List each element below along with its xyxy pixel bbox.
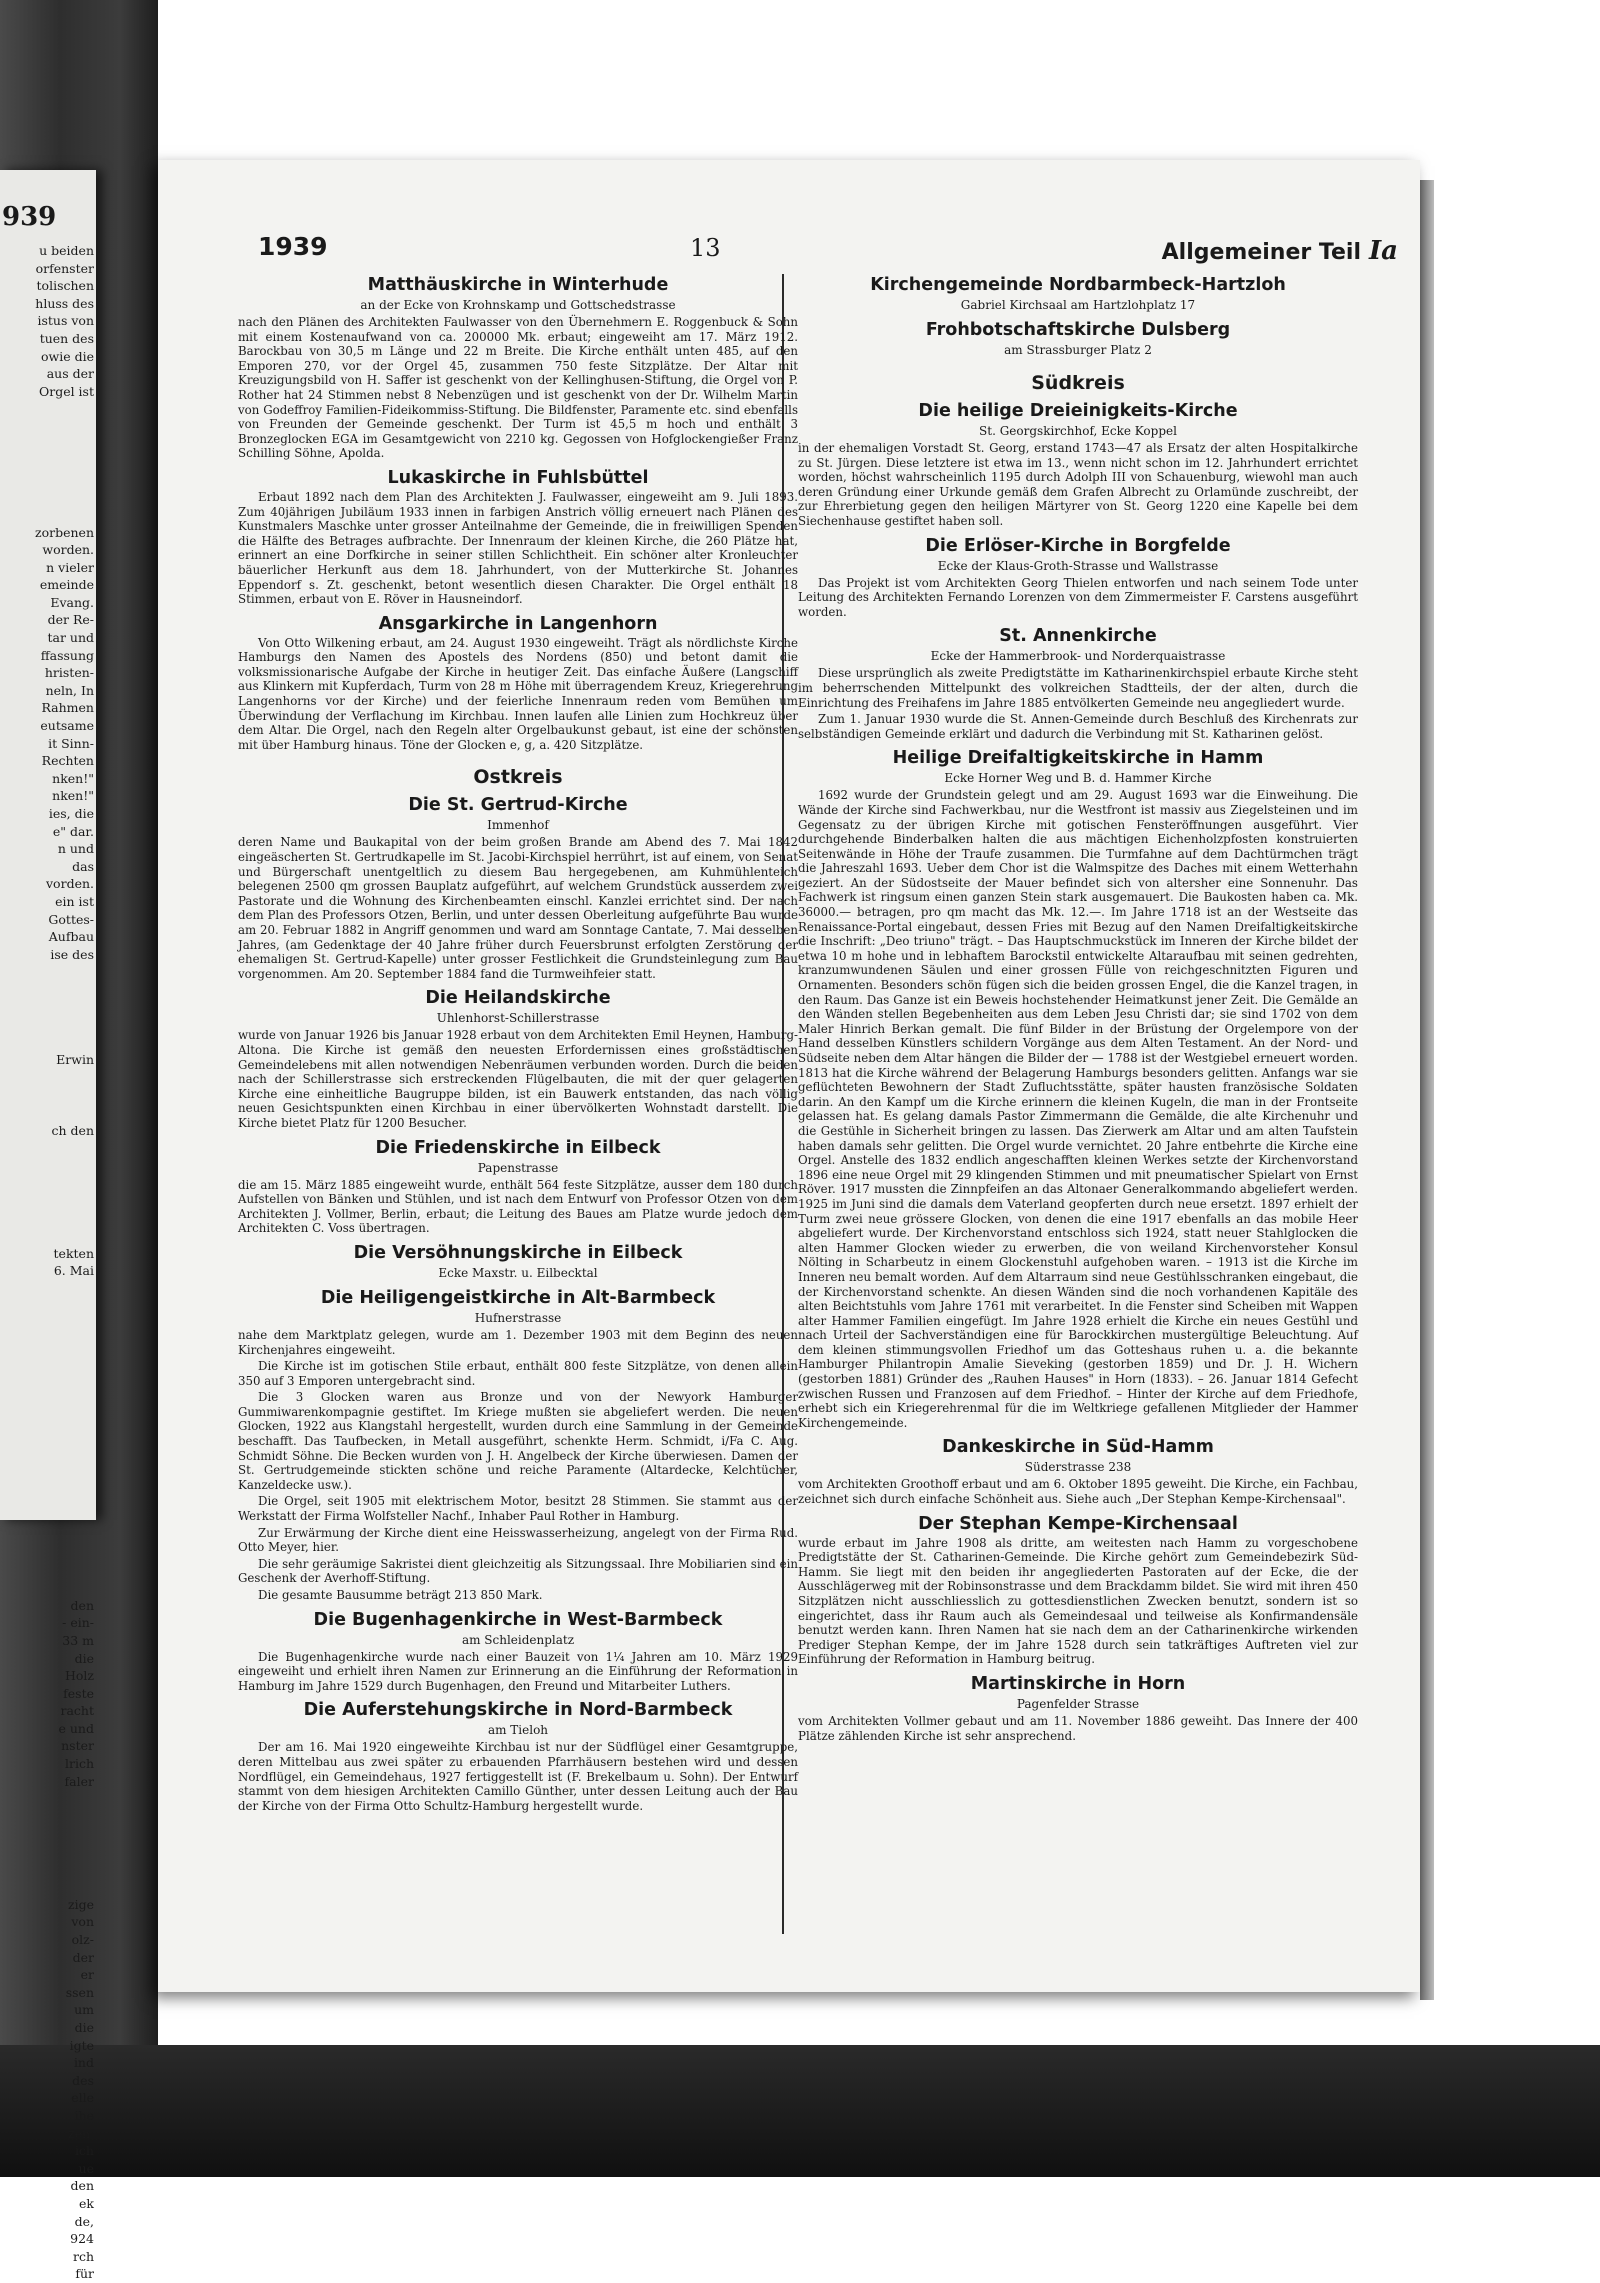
strip-fragment <box>0 1350 96 1368</box>
strip-fragment: lrich <box>64 1756 94 1772</box>
strip-fragment: den <box>70 2178 94 2194</box>
section-heading: Kirchengemeinde Nordbarmbeck-Hartzloh <box>870 275 1286 295</box>
strip-fragment <box>0 1438 96 1456</box>
section-address: Gabriel Kirchsaal am Hartzlohplatz 17 <box>960 298 1196 312</box>
section-heading: Die St. Gertrud-Kirche <box>408 795 628 816</box>
section-heading: Ansgarkirche in Langenhorn <box>378 613 658 634</box>
body-paragraph: Die Bugenhagenkirche wurde nach einer Bauzeit von 1¼ Jahren am 10. März 1929 eingeweiht und erhielt ihren Namen zur Erinnerung an die Einführung der Reformation in Hamburg im Jahre 1529 durch Bugenhagen, den Freund und Mitarbeiter Luthers. <box>238 1649 798 1693</box>
strip-fragment: um <box>74 2002 94 2018</box>
strip-fragment <box>0 1474 96 1492</box>
strip-fragment: das <box>72 858 94 874</box>
strip-fragment <box>0 1210 96 1228</box>
section-address: an der Ecke von Krohnskamp und Gottschedstrasse <box>360 298 676 312</box>
strip-fragment <box>0 400 96 418</box>
section-address: Hufnerstrasse <box>474 1310 562 1325</box>
section-heading: Die Erlöser-Kirche in Borgfelde <box>925 535 1231 556</box>
strip-fragment: hristen- <box>44 665 94 681</box>
strip-fragment: nken!" <box>52 770 94 786</box>
strip-fragment: aus der <box>46 366 94 382</box>
body-paragraph: in der ehemaligen Vorstadt St. Georg, erstand 1743—47 als Ersatz der alten Hospitalkirche zu St. Jürgen. Diese letztere ist etwa im 13., wenn nicht schon im 12. Jahrhundert errichtet worden, höchst wahrscheinlich 1195 durch Adolph III von Schauenburg, wiewohl man auch deren Gründung einer Urkunde gemäß dem Grafen Albrecht zu Orlamünde zuschreibt, der zur Ehrerbietung gegen den heiligen Märtyrer von St. Georg 1220 eine Kapelle bei dem Siechenhause gestiftet haben soll. <box>798 441 1358 528</box>
strip-fragment: der <box>72 1949 94 1965</box>
strip-fragment: ich <box>74 2143 94 2159</box>
strip-fragment: 33 m <box>62 1632 94 1648</box>
body-paragraph: vom Architekten Vollmer gebaut und am 11. November 1886 geweiht. Das Innere der 400 Plätze zählenden Kirche ist sehr ansprechend. <box>798 1713 1358 1743</box>
strip-fragment: die <box>74 2019 94 2035</box>
section-address: Ecke der Klaus-Groth-Strasse und Wallstrasse <box>937 558 1219 573</box>
strip-fragment: der Re- <box>47 612 94 628</box>
strip-fragment: 6. Mai <box>53 1263 94 1279</box>
strip-fragment: ssen <box>65 1984 94 2000</box>
strip-fragment: den <box>70 1597 94 1613</box>
strip-fragment <box>0 963 96 981</box>
strip-fragment: ek <box>79 2195 94 2211</box>
section-heading: Martinskirche in Horn <box>970 1673 1186 1694</box>
strip-fragment <box>0 1526 96 1544</box>
body-paragraph: 1692 wurde der Grundstein gelegt und am 29. August 1693 war die Einweihung. Die Wände der Kirche sind Fachwerkbau, nur die Westfront ist massiv aus Ziegelsteinen und im Gegensatz zu der übrigen Kirche mit gotischen Fensteröffnungen ausgeführt. Vier durchgehende Binderbalken halten die aus mächtigen Eichenholzpfosten konstruierten Seitenwände in Höhe der Traufe zusammen. Die Turmfahne auf dem Dachtürmchen trägt die Jahreszahl 1693. Ueber dem Chor ist die Walmspitze des Daches mit einem Wetterhahn geziert. An der Südostseite der Mauer befindet sich von altersher eine Sonnenuhr. Das Fachwerk ist ringsum einen ganzen Stein stark ausgemauert. Die Baukosten haben ca. Mk. 36000.— betragen, pro qm macht das Mk. 12.—. Im Jahre 1718 ist an der Westseite das Renaissance-Portal eingebaut, dessen Fries mit Bezug auf den Namen Dreifaltigkeitskirche die Inschrift: „Deo triuno" trägt. – Das Hauptschmuckstück im Inneren der Kirche bildet der etwa 10 m hohe und in lebhaftem Barockstil entwickelte Altaraufbau mit seinen gedrehten, kranzumwundenen Säulen und einer grossen Fülle von reichgeschnitzten Figuren und Ornamenten. Besonders schön fügen sich die beiden grossen Engel, die die Kanzel tragen, in den Raum. Das Ganze ist ein Beweis hochstehender Heimatkunst jener Zeit. Die Gemälde an den Wänden stellen Begebenheiten aus dem Leben Jesu Christi dar; sie sind 1702 von dem Maler Hinrich Berkan gemalt. Die fünf Bilder in der Brüstung der Orgelempore von der Hand desselben Künstlers schildern Vorgänge aus dem Alten Testament. An der Nord- und Südseite neben dem Altar hängen die Bilder der — 1788 ist der Westgiebel erneuert worden. 1813 hat die Kirche während der Belagerung Hamburgs besonders gelitten. Anfangs war sie geflüchteten Bewohnern der Stadt Zufluchtsstätte, später hausten französische Soldaten darin. An den Kampf um die Kirche erinnern die kleinen Kugeln, die man in der Frontseite gelassen hat. Es gelang damals Pastor Zimmermann die Gemälde, die alte Kirchenuhr und die Gestühle in Sicherheit bringen zu lassen. Das Zierwerk am Altar und am alten Taufstein haben damals sehr gelitten. Die Orgel wurde vernichtet. 20 Jahre entbehrte die Kirche eine Orgel. Anstelle des 1832 endlich angeschafften kleinen Werkes setzte der Kirchenvorstand 1896 eine neue Orgel mit 29 klingenden Stimmen und mit pneumatischer Spielart von Ernst Röver. 1917 mussten die Zinnpfeifen an das Altonaer Generalkommando abgeliefert werden. 1925 im Juni sind die damals dem Vaterland geopferten durch neue ersetzt. 1897 erhielt der Turm zwei neue grössere Glocken, von denen die eine 1917 ebenfalls an das mobile Heer abgeliefert wurde. Der Kirchenvorstand entschloss sich 1924, statt neuer Stahlglocken die alten Hammer Glocken wieder zu erwerben, die von weiland Kirchenvorsteher Konsul Nölting in Scharbeutz in einem Glockenstuhl aufgehoben waren. – 1913 ist die Kirche im Inneren neu bemalt worden. Auf dem Altarraum sind neue Gestühlsschranken eingebaut, die der Kirchenvorstand schenkte. An diesen Wänden sind die noch vorhandenen Kapitäle des alten Beichtstuhls vom Jahre 1761 mit verarbeitet. In die Fenster sind Scheiben mit Wappen alter Hammer Familien eingefügt. Im Jahre 1928 erhielt die Kirche ein neues Gestühl und nach Urteil der Sachverständigen eine für Barockkirchen mustergültige Beleuchtung. Auf dem kleinen stimmungsvollen Friedhof um das Gotteshaus ruhen u. a. die bekannte Hamburger Philantropin Amalie Sieveking (gestorben 1859) und Dr. J. H. Wichern (gestorben 1881) Gründer des „Rauhen Hauses" in Horn (1833). – 26. Januar 1814 Gefecht zwischen Russen und Franzosen auf dem Friedhof. – Hinter der Kirche auf dem Friedhofe, erhebt sich ein Kriegerehrenmal für die im Weltkriege gefallenen Mitglieder der Hammer Kirchengemeinde. <box>798 788 1358 1430</box>
strip-fragment <box>0 1315 96 1333</box>
section-heading: Heilige Dreifaltigkeitskirche in Hamm <box>892 748 1264 769</box>
strip-fragment: Rechten <box>41 753 94 769</box>
strip-fragment: owie die <box>41 348 94 364</box>
strip-fragment: ffassung <box>40 647 94 663</box>
section-heading: Die Versöhnungskirche in Eilbeck <box>353 1242 683 1263</box>
strip-fragment <box>0 418 96 436</box>
body-paragraph: Diese ursprünglich als zweite Predigtstätte im Katharinenkirchspiel erbaute Kirche steht im beherrschenden Mittelpunkt des volkreichen Stadtteils, der der alten, durch die Einrichtung des Freihafens im Jahre 1885 entvölkerten Gemeinde neu angegliedert wurde. <box>798 666 1358 710</box>
body-paragraph: Von Otto Wilkening erbaut, am 24. August 1930 eingeweiht. Trägt als nördlichste Kirche Hamburgs den Namen des Apostels des Nordens (850) und betont damit die volksmissionarische Aufgabe der Kirche in heutiger Zeit. Das einfache Äußere (Langschiff aus Klinkern mit Kupferdach, Turm von 28 m Höhe mit überragendem Kreuz, Kriegerehrung Langenhorns vor der Kirche) und der feierliche Innenraum reden vom Bemühen um Überwindung der Verflachung im Kirchbau. Innen laufen alle Linien zum Hochkreuz über dem Altar. Die Orgel, nach den Regeln alter Orgelbaukunst gebaut, ist eine der schönsten mit über Hamburg hinaus. Töne der Glocken e, g, a. 420 Sitzplätze. <box>238 635 798 752</box>
strip-fragment <box>0 1808 96 1826</box>
strip-fragment <box>0 1456 96 1474</box>
strip-fragment <box>0 1104 96 1122</box>
section-heading: Die Auferstehungskirche in Nord-Barmbeck <box>303 1700 733 1721</box>
section-title: Allgemeiner Teil <box>1161 240 1361 265</box>
strip-fragment <box>0 1034 96 1052</box>
section-heading: St. Annenkirche <box>999 626 1157 647</box>
strip-fragment: zorbenen <box>35 524 94 540</box>
strip-fragment <box>0 1280 96 1298</box>
strip-fragment: orfenster <box>35 260 94 276</box>
body-paragraph: Zur Erwärmung der Kirche dient eine Heisswasserheizung, angelegt von der Firma Rud. Otto Meyer, hier. <box>238 1525 798 1555</box>
strip-fragment: istus von <box>37 313 94 329</box>
body-paragraph: vom Architekten Groothoff erbaut und am 6. Oktober 1895 geweiht. Die Kirche, ein Fachbau, zeichnet sich durch einfache Schönheit aus. Siehe auch „Der Stephan Kempe-Kirchensaal". <box>798 1477 1358 1507</box>
strip-fragment: des <box>72 2072 94 2088</box>
section-heading: Die Heiligengeistkirche in Alt-Barmbeck <box>320 1287 716 1308</box>
previous-page-fragments <box>0 242 96 2283</box>
strip-fragment: racht <box>60 1703 94 1719</box>
strip-fragment <box>0 1298 96 1316</box>
strip-fragment <box>0 981 96 999</box>
body-paragraph: Die Orgel, seit 1905 mit elektrischem Motor, besitzt 28 Stimmen. Sie stammt aus der Werkstatt der Firma Wolfsteller Nachf., Inhaber Paul Rother in Hamburg. <box>238 1494 798 1524</box>
body-paragraph: Der am 16. Mai 1920 eingeweihte Kirchbau ist nur der Südflügel einer Gesamtgruppe, deren Mittelbau aus zwei später zu erbauenden Pfarrhäusern bestehen wird und dessen Nordflügel, ein Gemeindehaus, 1927 fertiggestellt ist (F. Brekelbaum u. Sohn). Der Entwurf stammt von dem hiesigen Architekten Camillo Günther, unter dessen Leitung auch der Bau der Kirche von der Firma Otto Schultz-Hamburg hergestellt wurde. <box>238 1740 798 1813</box>
section-heading: Südkreis <box>1031 372 1125 394</box>
strip-fragment <box>0 1174 96 1192</box>
body-paragraph: die am 15. März 1885 eingeweiht wurde, enthält 564 feste Sitzplätze, ausser dem 180 durch Aufstellen von Bänken und Stühlen, und ist nach dem Entwurf von Professor Otzen von dem Architekten J. Vollmer, Berlin, erbaut; die Leitung des Baues am Platze wurde jedoch dem Architekten C. Voss übertragen. <box>238 1177 798 1236</box>
section-address: Ecke der Hammerbrook- und Norderquaistrasse <box>930 649 1226 664</box>
strip-fragment: Erwin <box>56 1052 94 1068</box>
strip-fragment <box>0 1227 96 1245</box>
scan-background-bottom <box>0 2045 1600 2177</box>
strip-fragment <box>0 1016 96 1034</box>
strip-fragment: worden. <box>42 542 94 558</box>
section-heading: Ostkreis <box>473 766 563 789</box>
body-paragraph: Erbaut 1892 nach dem Plan des Architekten J. Faulwasser, eingeweiht am 9. Juli 1893. Zum 40jährigen Jubiläum 1933 innen in farbigen Anstrich völlig erneuert nach Plänen des Kunstmalers Maschke unter grosser Anteilnahme der Gemeinde, die in freiwilligen Spenden die Hälfte des Betrages aufbrachte. Der Innenraum der kleinen Kirche, die 260 Plätze hat, erinnert an eine Dorfkirche in seiner stillen Schlichtheit. Ein schöner alter Kronleuchter bäuerlicher Herkunft aus dem 18. Jahrhundert, von der Mutterkirche St. Johannes Eppendorf s. Zt. geschenkt, betont wesentlich diesen Charakter. Die Orgel enthält 18 Stimmen, erbaut von E. Röver in Hausneindorf. <box>238 489 798 607</box>
section-heading: Dankeskirche in Süd-Hamm <box>942 1437 1214 1458</box>
strip-fragment <box>0 436 96 454</box>
strip-fragment: Orgel ist <box>38 383 94 399</box>
section-heading: Die Heilandskirche <box>425 988 611 1009</box>
strip-fragment: it Sinn- <box>48 735 94 751</box>
section-address: am Tieloh <box>487 1723 549 1738</box>
section-address: Immenhof <box>487 818 549 833</box>
strip-fragment: elle <box>71 2090 94 2106</box>
section-address: am Strassburger Platz 2 <box>1004 343 1152 357</box>
section-address: Uhlenhorst-Schillerstrasse <box>436 1011 600 1026</box>
strip-fragment: olz- <box>71 1932 94 1947</box>
body-paragraph: nach den Plänen des Architekten Faulwasser von den Übernehmern E. Roggenbuck & Sohn mit einem Kostenaufwand von ca. 200000 Mk. erbaut; eingeweiht am 17. März 1912. Barockbau von 30,5 m Länge und 22 m Breite. Die Kirche enthält unten 485, auf den Emporen 270, vor der Orgel 45, zusammen 750 feste Sitzplätze. Der Altar mit Kreuzigungsbild von H. Saffer ist geschenkt von der Kellinghusen-Stiftung, die Orgel von P. Rother hat 24 Stimmen nebst 8 Nebenzügen und ist geschenkt von der Dr. Wilhelm Martin von Godeffroy Familien-Fideikommiss-Stiftung. Die Bildfenster, Paramente etc. sind ebenfalls von Freunden der Gemeinde geschenkt. Der Turm ist 45,5 m hoch und enthält 3 Bronzeglocken EGA im Gesamtgewicht von 2210 kg. Gegossen von Hofglockengießer Franz Schilling Söhne, Apolda. <box>238 315 798 461</box>
body-paragraph: Die Kirche ist im gotischen Stile erbaut, enthält 800 feste Sitzplätze, von denen allein 350 auf 3 Emporen untergebracht sind. <box>238 1359 798 1388</box>
strip-fragment <box>0 1192 96 1210</box>
previous-page-year: 939 <box>2 202 57 232</box>
strip-fragment: ein ist <box>55 893 94 909</box>
strip-fragment <box>0 1386 96 1404</box>
strip-fragment: e und <box>58 1720 94 1736</box>
strip-fragment: tolischen <box>36 278 94 294</box>
strip-fragment <box>0 1509 96 1527</box>
body-paragraph: deren Name und Baukapital von der beim großen Brande am Abend des 7. Mai 1842 eingeäscherten St. Gertrudkapelle im St. Jacobi-Kirchspiel herrührt, ist auf einem, von Senat und Bürgerschaft unentgeltlich zu diesem Bau hergegebenen, am Kuhmühlenteich belegenen 2500 qm grossen Bauplatz aufgeführt, auf welchem Grundstück ausserdem zwei Pastorate und die Wohnung des Kirchenbeamten einschl. Kanzlei errichtet sind. Der nach dem Plan des Professors Otzen, Berlin, und unter dessen Oberleitung aufgeführte Bau wurde am 20. Februar 1882 in Angriff genommen und ward am Sonntage Cantate, 7. Mai desselben Jahres, (am Gedenktage der 40 Jahre früher durch Feuersbrunst erfolgten Zerstörung der ehemaligen St. Gertrud-Kapelle) unter grosser Festlichkeit die Grundsteinlegung zum Bau vorgenommen. Am 20. September 1884 fand die Turmweihfeier statt. <box>238 835 798 981</box>
strip-fragment: 924 <box>70 2231 94 2247</box>
body-paragraph: Zum 1. Januar 1930 wurde die St. Annen-Gemeinde durch Beschluß des Kirchenrats zur selbständigen Gemeinde erklärt und dadurch die Verbindung mit St. Katharinen gelöst. <box>798 712 1358 741</box>
strip-fragment <box>0 1069 96 1087</box>
strip-fragment <box>0 1421 96 1439</box>
strip-fragment: u beiden <box>39 243 94 258</box>
strip-fragment <box>0 1562 96 1580</box>
strip-fragment: die <box>74 1650 94 1666</box>
document-page <box>158 160 1420 1992</box>
body-paragraph: nahe dem Marktplatz gelegen, wurde am 1. Dezember 1903 mit dem Beginn des neuen Kirchenjahres eingeweiht. <box>238 1327 798 1357</box>
strip-fragment <box>0 1368 96 1386</box>
strip-fragment: n vieler <box>46 559 94 575</box>
strip-fragment: de, <box>74 2213 94 2229</box>
section-address: St. Georgskirchhof, Ecke Koppel <box>979 424 1177 438</box>
strip-fragment <box>0 1579 96 1597</box>
strip-fragment <box>0 1403 96 1421</box>
strip-fragment <box>0 471 96 489</box>
strip-fragment: für <box>75 2266 94 2282</box>
strip-fragment: Evang. <box>50 594 94 610</box>
strip-fragment: zige <box>68 1896 94 1912</box>
strip-fragment: Aufbau <box>48 929 94 945</box>
strip-fragment <box>0 488 96 506</box>
strip-fragment <box>0 1790 96 1808</box>
strip-fragment: tuen des <box>39 330 94 346</box>
strip-fragment: nken!" <box>52 788 94 804</box>
strip-fragment: n und <box>57 841 94 857</box>
strip-fragment: e" dar. <box>52 823 94 839</box>
strip-fragment <box>0 1139 96 1157</box>
page-right-shadow <box>1420 180 1434 2000</box>
section-address: Süderstrasse 238 <box>1024 1460 1132 1475</box>
strip-fragment: tekten <box>53 1245 94 1261</box>
body-paragraph: Die sehr geräumige Sakristei dient gleichzeitig als Sitzungssaal. Ihre Mobiliarien sind ein Geschenk der Averhoff-Stiftung. <box>238 1556 798 1586</box>
body-paragraph: wurde erbaut im Jahre 1908 als dritte, am weitesten nach Hamm zu vorgeschobene Predigtstätte der St. Catharinen-Gemeinde. Die Kirche gehört zum Gemeindebezirk Süd-Hamm. Sie liegt mit den beiden ihr angegliederten Pastoraten auf der Ecke, die der Ausschlägerweg mit der Robinsonstrasse und dem Brackdamm bildet. Sie wird mit ihren 450 Sitzplätzen nicht ausschliesslich zu gottesdienstlichen Zwecken benutzt, sondern ist so eingerichtet, dass ihr Raum auch als Gemeindesaal und teilweise als Konfirmandensäle benutzt werden kann. Ihren Namen hat sie nach dem an der Catharinenkirche wirkenden Prediger Stephan Kempe, der im Jahre 1528 durch sein tatkräftiges Auftreten viel zur Einführung der Reformation in Hamburg beitrug. <box>798 1535 1358 1667</box>
strip-fragment: Gottes- <box>48 911 94 927</box>
strip-fragment <box>0 453 96 471</box>
strip-fragment <box>0 999 96 1017</box>
strip-fragment: ies, die <box>48 806 94 821</box>
strip-fragment: igte <box>69 2037 94 2053</box>
strip-fragment: ise des <box>50 946 94 962</box>
strip-fragment: nster <box>61 1738 94 1754</box>
strip-fragment <box>0 1157 96 1175</box>
section-address: am Schleidenplatz <box>461 1632 575 1647</box>
section-heading: Der Stephan Kempe-Kirchensaal <box>918 1513 1238 1534</box>
section-suffix: Ia <box>1368 236 1398 266</box>
strip-fragment: vorden. <box>46 876 94 892</box>
section-address: Papenstrasse <box>477 1160 559 1175</box>
strip-fragment <box>0 1544 96 1562</box>
section-heading: Lukaskirche in Fuhlsbüttel <box>387 467 649 488</box>
strip-fragment <box>0 1333 96 1351</box>
strip-fragment: er <box>80 1967 94 1983</box>
strip-fragment: feste <box>63 1685 94 1701</box>
previous-page-edge <box>0 170 96 2282</box>
strip-fragment: rch <box>72 2248 94 2264</box>
section-heading: Die heilige Dreieinigkeits-Kirche <box>918 401 1238 421</box>
section-address: Pagenfelder Strasse <box>1016 1696 1140 1711</box>
strip-fragment <box>0 1878 96 1896</box>
body-paragraph: Das Projekt ist vom Architekten Georg Thielen entworfen und nach seinem Tode unter Leitung des Architekten Fernando Lorenzen von dem Zimmermeister F. Carstens ausgeführt worden. <box>798 575 1358 619</box>
strip-fragment: ihe <box>74 2107 94 2123</box>
strip-fragment <box>0 1861 96 1879</box>
left-column <box>238 268 798 1948</box>
section-heading: Die Bugenhagenkirche in West-Barmbeck <box>313 1609 723 1630</box>
page-number: 13 <box>690 234 721 262</box>
strip-fragment: ue <box>78 2160 94 2176</box>
strip-fragment: Rahmen <box>41 700 94 716</box>
strip-fragment: neln, In <box>45 682 94 698</box>
strip-fragment <box>0 1825 96 1843</box>
strip-fragment: faler <box>64 1773 94 1789</box>
strip-fragment: von <box>71 1914 94 1930</box>
strip-fragment <box>0 506 96 524</box>
strip-fragment <box>0 1087 96 1105</box>
header-year: 1939 <box>258 232 328 261</box>
body-paragraph: Die gesamte Bausumme beträgt 213 850 Mark. <box>258 1588 543 1602</box>
body-paragraph: wurde von Januar 1926 bis Januar 1928 erbaut von dem Architekten Emil Heynen, Hamburg-Altona. Die Kirche ist gemäß den neuesten Erfordernissen eines großstädtischen Gemeindelebens mit allen notwendigen Nebenräumen verbunden worden. Durch die beiden nach der Schillerstrasse sich erstreckenden Flügelbauten, die mit der quer gelagerten Kirche eine einheitliche Baugruppe bilden, ist ein Bauwerk entstanden, das nach völlig neuen Gesichtspunkten einen Kirchbau in einer übervölkerten Wohnstadt darstellt. Die Kirche bietet Platz für 1200 Besucher. <box>238 1028 798 1130</box>
strip-fragment: zen. <box>67 2125 94 2141</box>
strip-fragment: eutsame <box>40 718 94 734</box>
section-heading: Frohbotschaftskirche Dulsberg <box>925 320 1231 340</box>
header-section <box>1162 236 1398 266</box>
right-column <box>798 268 1358 1948</box>
strip-fragment: hluss des <box>35 295 94 311</box>
strip-fragment: emeinde <box>39 577 94 593</box>
section-heading: Matthäuskirche in Winterhude <box>367 275 669 295</box>
strip-fragment: - ein- <box>62 1615 94 1631</box>
strip-fragment: ind <box>73 2055 94 2071</box>
strip-fragment <box>0 1843 96 1861</box>
strip-fragment: Holz <box>64 1668 94 1684</box>
section-address: Ecke Horner Weg und B. d. Hammer Kirche <box>944 771 1212 786</box>
body-paragraph: Die 3 Glocken waren aus Bronze und von der Newyork Hamburger Gummiwarenkompagnie gestiftet. Im Kriege mußten sie abgeliefert werden. Die neuen Glocken, 1922 aus Klangstahl hergestellt, wurden durch eine Sammlung in der Gemeinde beschafft. Das Taufbecken, in Metall ausgeführt, schenkte Herm. Schmidt, i/Fa C. Aug. Schmidt Söhne. Die Becken wurden von J. H. Angelbeck der Kirche überwiesen. Damen der St. Gertrudgemeinde stickten schöne und reiche Paramente (Altardecke, Kelchtücher, Kanzeldecke usw.). <box>238 1390 798 1492</box>
strip-fragment: tar und <box>47 630 94 646</box>
section-heading: Die Friedenskirche in Eilbeck <box>375 1137 661 1158</box>
section-address: Ecke Maxstr. u. Eilbecktal <box>438 1265 598 1280</box>
strip-fragment: ch den <box>51 1122 94 1138</box>
strip-fragment <box>0 1491 96 1509</box>
